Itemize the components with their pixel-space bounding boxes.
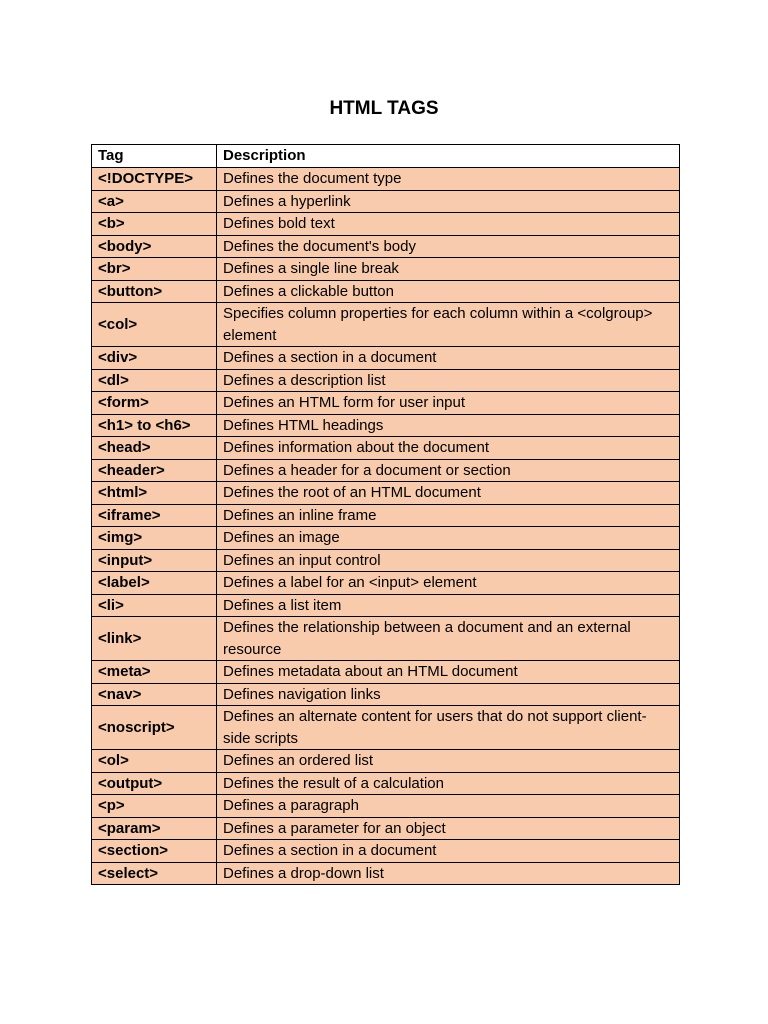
table-row <box>92 772 680 795</box>
tag-cell: <head> <box>92 437 217 460</box>
table-row <box>92 414 680 437</box>
table-row <box>92 594 680 617</box>
table-row <box>92 482 680 505</box>
tag-cell: <a> <box>92 190 217 213</box>
tag-cell: <param> <box>92 817 217 840</box>
table-header-row <box>92 145 680 168</box>
tag-cell: <ol> <box>92 750 217 773</box>
tag-cell: <h1> to <h6> <box>92 414 217 437</box>
tag-cell: <b> <box>92 213 217 236</box>
table-row <box>92 572 680 595</box>
description-cell: Defines the result of a calculation <box>217 772 680 795</box>
tag-cell: <iframe> <box>92 504 217 527</box>
table-row <box>92 862 680 885</box>
table-row <box>92 504 680 527</box>
description-cell: Defines a list item <box>217 594 680 617</box>
description-cell: Defines an image <box>217 527 680 550</box>
tag-cell: <form> <box>92 392 217 415</box>
tag-cell: <label> <box>92 572 217 595</box>
table-row <box>92 617 680 661</box>
description-cell: Defines bold text <box>217 213 680 236</box>
tag-cell: <button> <box>92 280 217 303</box>
description-cell: Defines a description list <box>217 369 680 392</box>
description-cell: Specifies column properties for each column within a <colgroup> element <box>217 303 680 347</box>
html-tags-table <box>91 144 680 885</box>
tag-cell: <nav> <box>92 683 217 706</box>
table-row <box>92 258 680 281</box>
table-row <box>92 347 680 370</box>
description-cell: Defines navigation links <box>217 683 680 706</box>
description-cell: Defines an HTML form for user input <box>217 392 680 415</box>
tag-cell: <input> <box>92 549 217 572</box>
table-row <box>92 527 680 550</box>
tag-cell: <p> <box>92 795 217 818</box>
description-cell: Defines a clickable button <box>217 280 680 303</box>
description-cell: Defines a section in a document <box>217 840 680 863</box>
table-row <box>92 459 680 482</box>
table-row <box>92 817 680 840</box>
column-header-description: Description <box>217 145 680 168</box>
tag-cell: <li> <box>92 594 217 617</box>
table-row <box>92 190 680 213</box>
tag-cell: <select> <box>92 862 217 885</box>
tag-cell: <div> <box>92 347 217 370</box>
table-row <box>92 549 680 572</box>
table-body <box>92 168 680 885</box>
description-cell: Defines the relationship between a document and an external resource <box>217 617 680 661</box>
tag-cell: <header> <box>92 459 217 482</box>
description-cell: Defines metadata about an HTML document <box>217 661 680 684</box>
description-cell: Defines an inline frame <box>217 504 680 527</box>
table-row <box>92 706 680 750</box>
description-cell: Defines the document's body <box>217 235 680 258</box>
table-row <box>92 661 680 684</box>
table-row <box>92 213 680 236</box>
tag-cell: <meta> <box>92 661 217 684</box>
table-row <box>92 840 680 863</box>
table-row <box>92 369 680 392</box>
description-cell: Defines an input control <box>217 549 680 572</box>
description-cell: Defines the root of an HTML document <box>217 482 680 505</box>
description-cell: Defines an alternate content for users that do not support client-side scripts <box>217 706 680 750</box>
tag-cell: <html> <box>92 482 217 505</box>
description-cell: Defines a paragraph <box>217 795 680 818</box>
table-row <box>92 168 680 191</box>
page-title: HTML TAGS <box>329 98 439 119</box>
table-row <box>92 392 680 415</box>
tag-cell: <br> <box>92 258 217 281</box>
description-cell: Defines HTML headings <box>217 414 680 437</box>
tag-cell: <img> <box>92 527 217 550</box>
tag-cell: <output> <box>92 772 217 795</box>
description-cell: Defines the document type <box>217 168 680 191</box>
table-row <box>92 683 680 706</box>
tag-cell: <dl> <box>92 369 217 392</box>
tag-cell: <section> <box>92 840 217 863</box>
tag-cell: <noscript> <box>92 706 217 750</box>
tag-cell: <col> <box>92 303 217 347</box>
description-cell: Defines information about the document <box>217 437 680 460</box>
table-row <box>92 280 680 303</box>
table-row <box>92 795 680 818</box>
tag-cell: <body> <box>92 235 217 258</box>
description-cell: Defines a parameter for an object <box>217 817 680 840</box>
description-cell: Defines a label for an <input> element <box>217 572 680 595</box>
table-row <box>92 437 680 460</box>
description-cell: Defines an ordered list <box>217 750 680 773</box>
table-row <box>92 750 680 773</box>
table-row <box>92 235 680 258</box>
description-cell: Defines a header for a document or section <box>217 459 680 482</box>
table-row <box>92 303 680 347</box>
tag-cell: <!DOCTYPE> <box>92 168 217 191</box>
column-header-tag: Tag <box>92 145 217 168</box>
description-cell: Defines a drop-down list <box>217 862 680 885</box>
description-cell: Defines a single line break <box>217 258 680 281</box>
tag-cell: <link> <box>92 617 217 661</box>
description-cell: Defines a hyperlink <box>217 190 680 213</box>
description-cell: Defines a section in a document <box>217 347 680 370</box>
